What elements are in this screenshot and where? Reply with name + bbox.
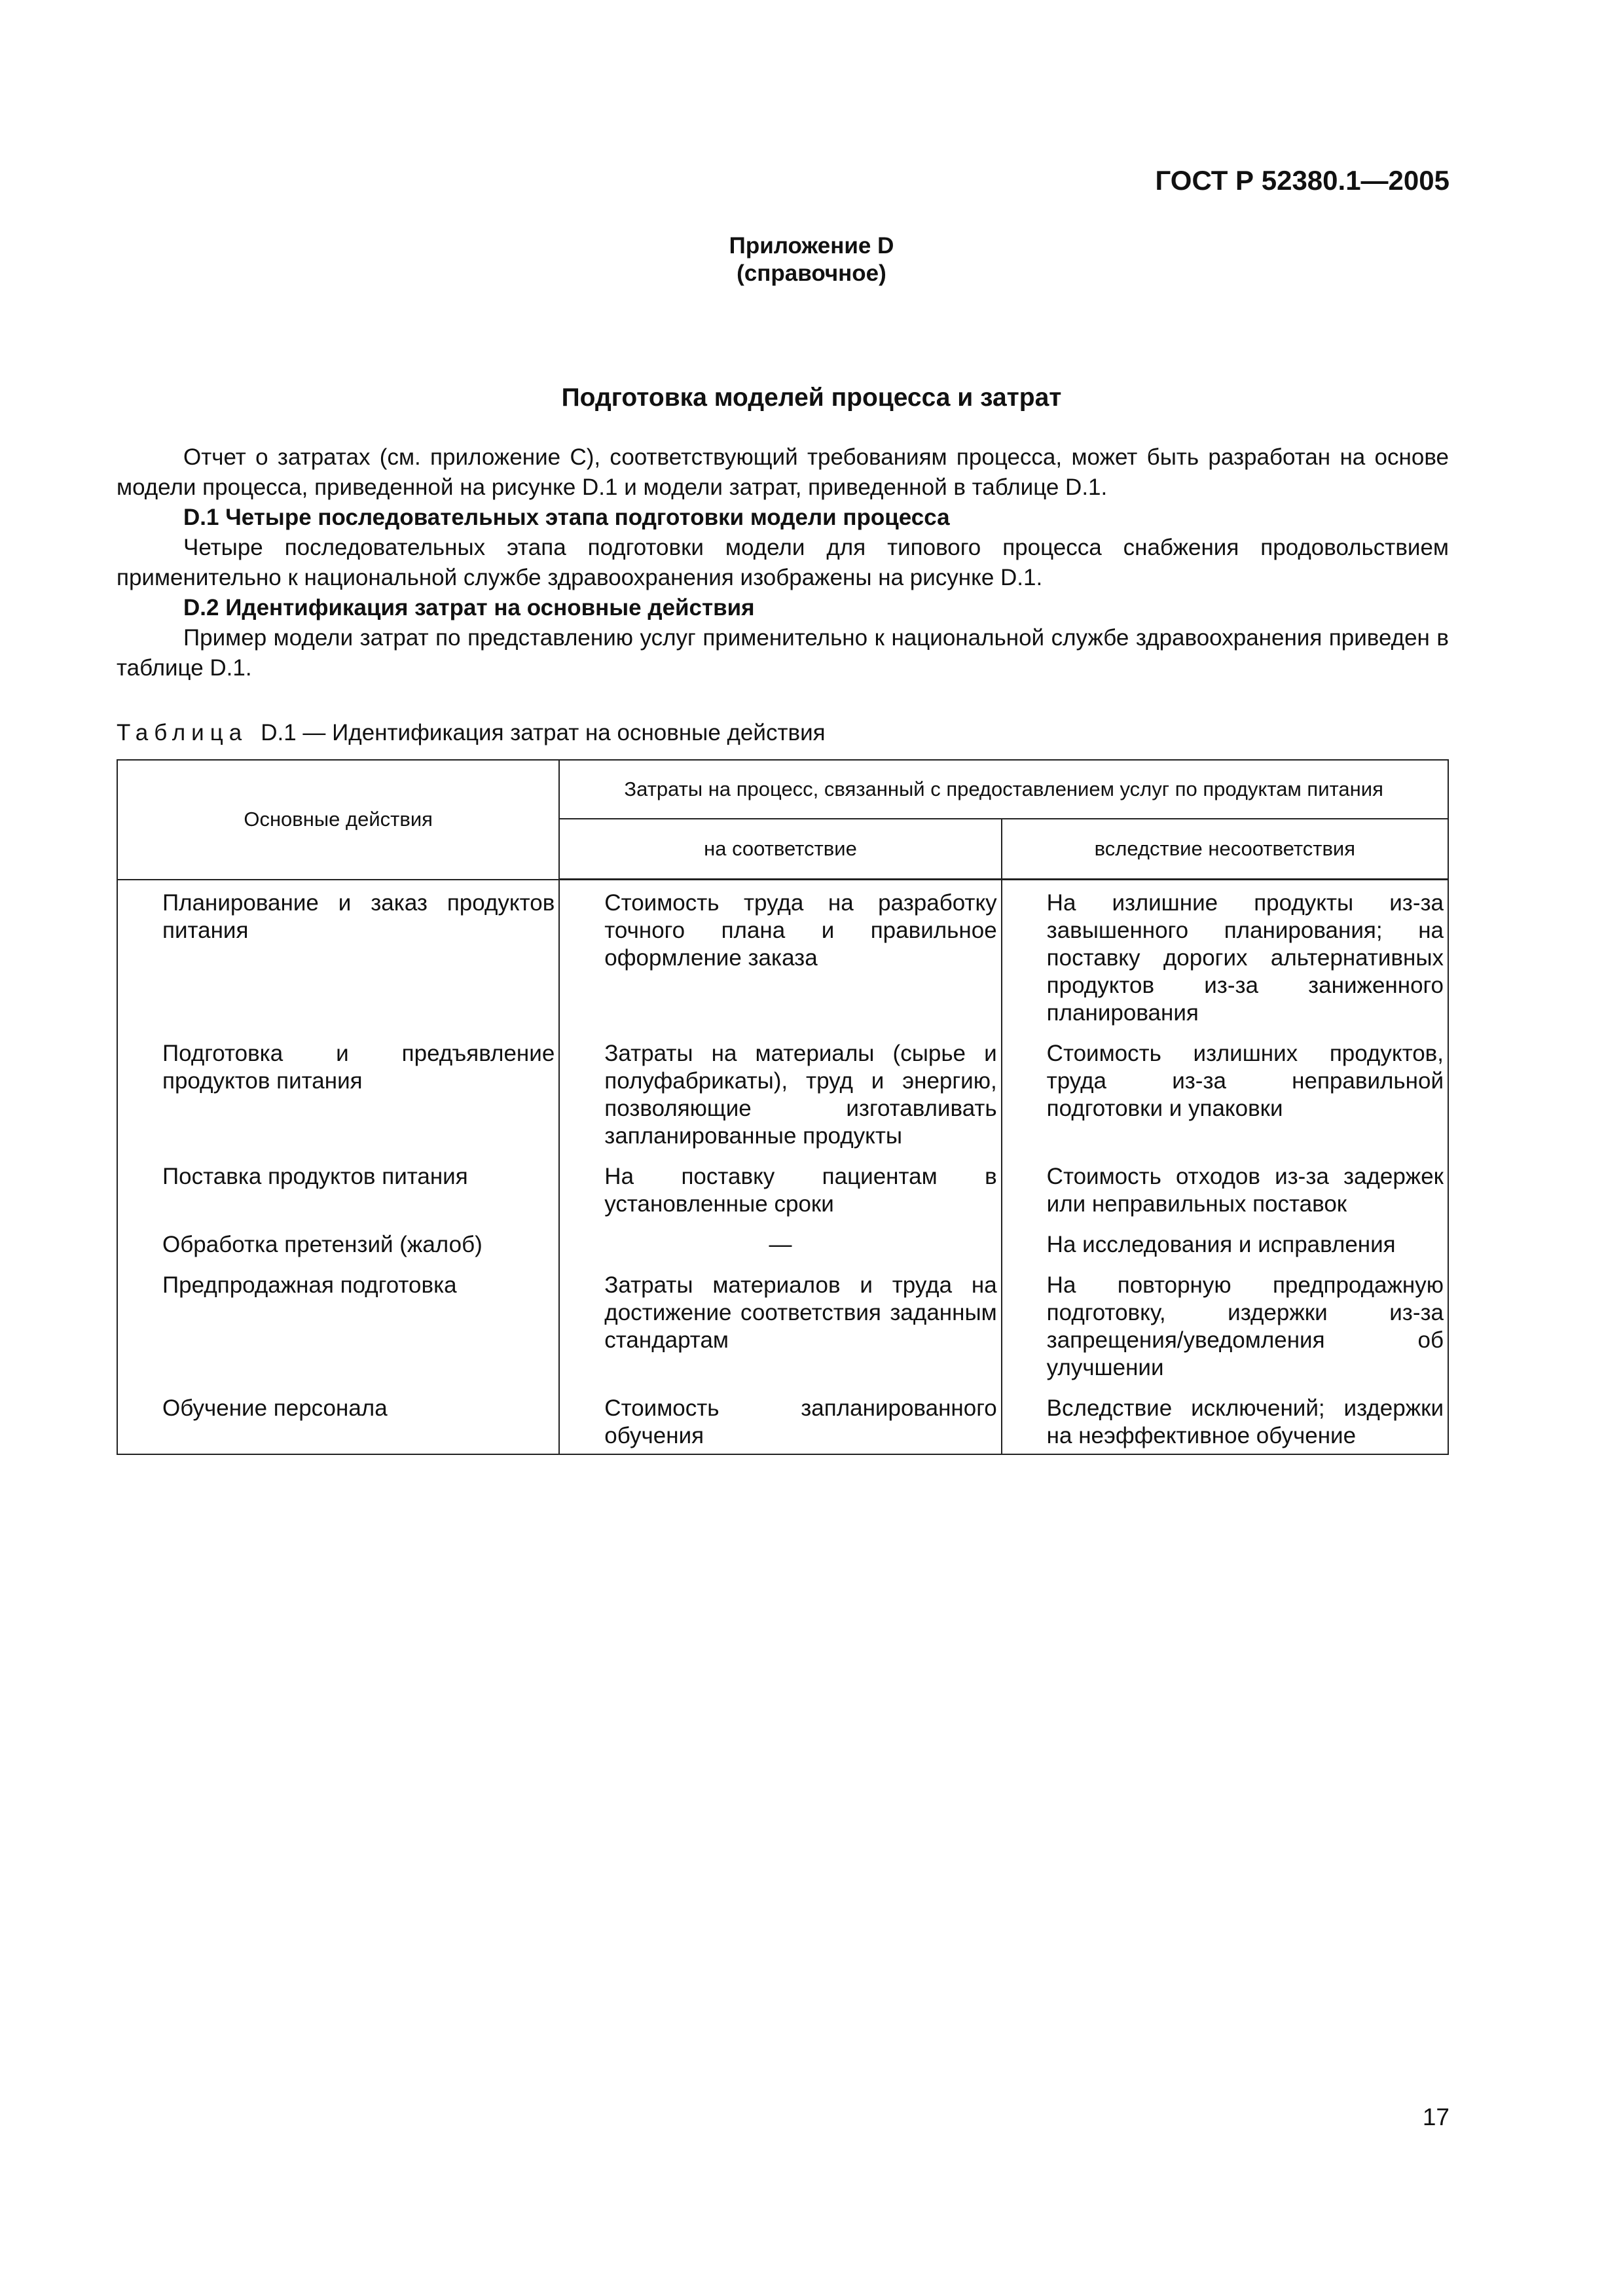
nonconformance-cell	[1002, 1218, 1448, 1259]
conformance-cell	[559, 1027, 1001, 1150]
conformance-cell	[559, 1150, 1001, 1218]
header-conformance: на соответствие	[559, 819, 1001, 880]
activity-text: Обработка претензий (жалоб)	[162, 1232, 483, 1257]
body-text	[117, 442, 1449, 683]
conformance-text: Стоимость труда на разработку точного плана и правильное оформление заказа	[604, 890, 997, 971]
table-row	[117, 1150, 1448, 1218]
activity-text: Планирование и заказ продуктов питания	[162, 889, 555, 943]
table-row	[117, 1027, 1448, 1150]
header-nonconformance: вследствие несоответствия	[1002, 819, 1448, 880]
page-number: 17	[1422, 2104, 1450, 2130]
activity-cell	[117, 1218, 559, 1259]
nonconformance-text: Стоимость излишних продуктов, труда из-за неправильной подготовки и упаковки	[1046, 1041, 1444, 1121]
intro-paragraph: Отчет о затратах (см. приложение С), соответствующий требованиям процесса, может быть разработан на основе модели процесса, приведенной на рисунке D.1 и модели затрат, приведенной в таблице D.1.	[117, 444, 1449, 500]
activity-cell	[117, 1259, 559, 1382]
activity-text: Подготовка и предъявление продуктов питания	[162, 1041, 555, 1094]
activity-text: Поставка продуктов питания	[162, 1164, 468, 1189]
nonconformance-text: На исследования и исправления	[1046, 1232, 1396, 1257]
activity-cell	[117, 880, 559, 1028]
conformance-cell	[559, 1259, 1001, 1382]
conformance-text: —	[769, 1232, 792, 1257]
conformance-text: Стоимость запланированного обучения	[604, 1395, 997, 1448]
nonconformance-cell	[1002, 880, 1448, 1028]
conformance-text: На поставку пациентам в установленные сроки	[604, 1164, 997, 1217]
d2-paragraph: Пример модели затрат по представлению услуг применительно к национальной службе здравоохранения приведен в таблице D.1.	[117, 625, 1449, 681]
annex-title: Приложение D	[729, 233, 894, 259]
section-title: Подготовка моделей процесса и затрат	[561, 384, 1062, 412]
table-caption-text: D.1 — Идентификация затрат на основные действия	[261, 720, 826, 745]
nonconformance-cell	[1002, 1150, 1448, 1218]
conformance-cell	[559, 1218, 1001, 1259]
activity-text: Обучение персонала	[162, 1395, 388, 1421]
conformance-cell	[559, 880, 1001, 1028]
nonconformance-text: На повторную предпродажную подготовку, издержки из-за запрещения/уведомления об улучшении	[1046, 1272, 1444, 1380]
cost-table	[117, 759, 1449, 1455]
standard-number: ГОСТ Р 52380.1—2005	[1155, 165, 1450, 196]
table-row	[117, 1218, 1448, 1259]
table-row	[117, 1259, 1448, 1382]
conformance-text: Затраты материалов и труда на достижение соответствия заданным стандартам	[604, 1272, 997, 1353]
activity-cell	[117, 1027, 559, 1150]
nonconformance-text: Стоимость отходов из-за задержек или неправильных поставок	[1046, 1164, 1444, 1217]
activity-cell	[117, 1382, 559, 1454]
activity-text: Предпродажная подготовка	[162, 1272, 457, 1298]
d1-heading: D.1 Четыре последовательных этапа подготовки модели процесса	[183, 505, 950, 530]
d2-heading: D.2 Идентификация затрат на основные действия	[183, 595, 755, 620]
table-caption	[117, 720, 826, 746]
nonconformance-cell	[1002, 1027, 1448, 1150]
table-row	[117, 1382, 1448, 1454]
nonconformance-cell	[1002, 1259, 1448, 1382]
activity-cell	[117, 1150, 559, 1218]
nonconformance-text: На излишние продукты из-за завышенного планирования; на поставку дорогих альтернативных продуктов из-за заниженного планирования	[1046, 890, 1444, 1026]
nonconformance-text: Вследствие исключений; издержки на неэффективное обучение	[1046, 1395, 1444, 1448]
d1-paragraph: Четыре последовательных этапа подготовки модели для типового процесса снабжения продовольствием применительно к национальной службе здравоохранения изображены на рисунке D.1.	[117, 535, 1449, 590]
header-costs: Затраты на процесс, связанный с предоставлением услуг по продуктам питания	[559, 760, 1448, 819]
annex-subtitle: (справочное)	[737, 260, 886, 286]
header-activities: Основные действия	[117, 760, 559, 880]
nonconformance-cell	[1002, 1382, 1448, 1454]
table-caption-label: Таблица	[117, 720, 248, 745]
table-row	[117, 880, 1448, 1028]
conformance-cell	[559, 1382, 1001, 1454]
conformance-text: Затраты на материалы (сырье и полуфабрикаты), труд и энергию, позволяющие изготавливать запланированные продукты	[604, 1041, 997, 1149]
